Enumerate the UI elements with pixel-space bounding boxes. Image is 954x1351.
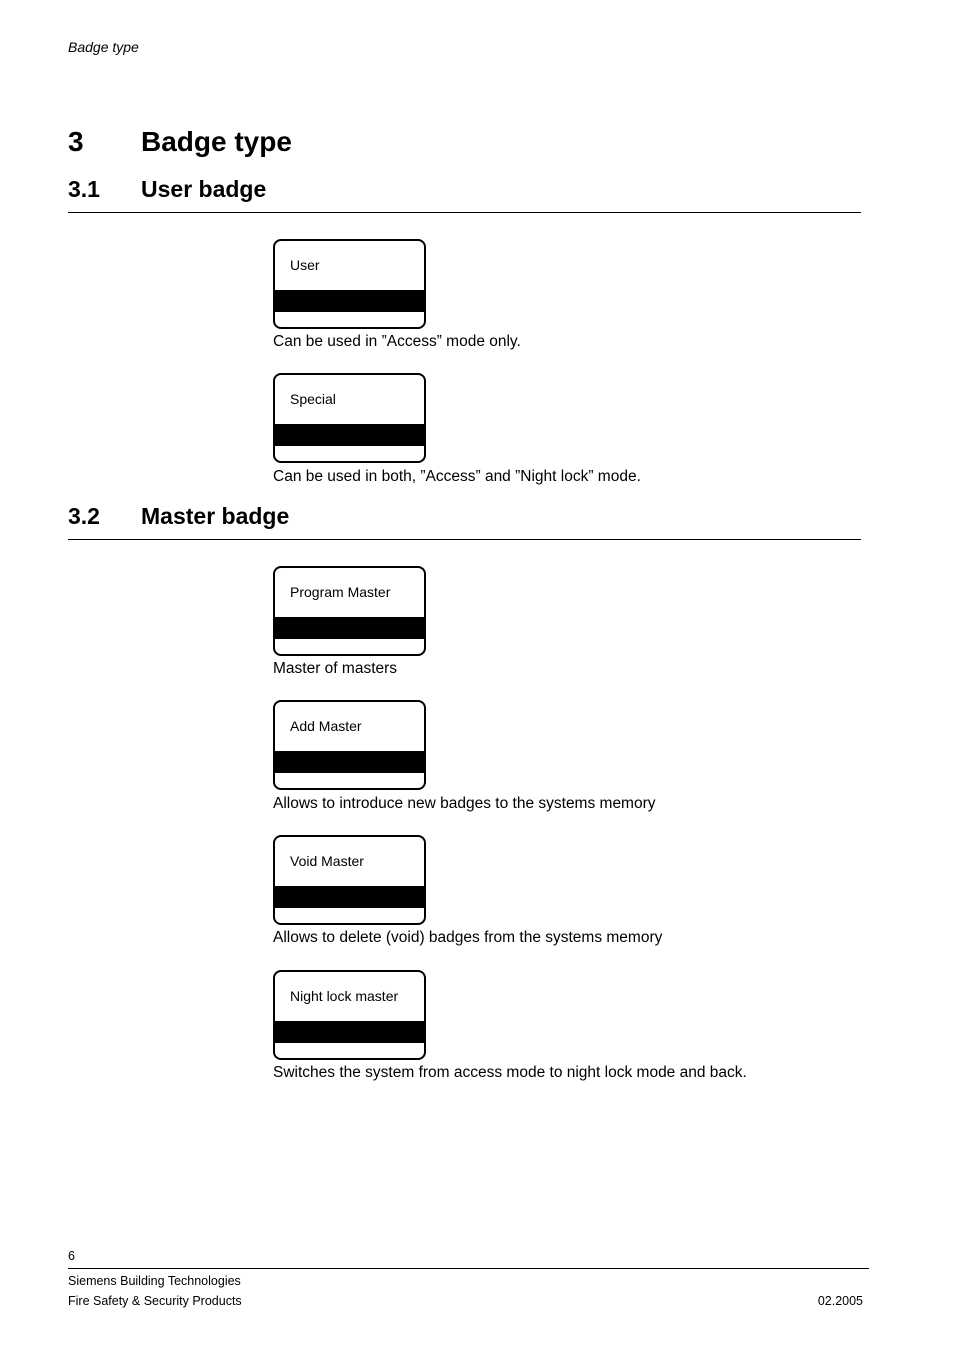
badge-caption: Can be used in both, ”Access” and ”Night lock” mode.: [273, 468, 641, 485]
magnetic-stripe: [275, 751, 424, 773]
badge-card: [273, 239, 426, 329]
chapter-number: 3: [68, 126, 84, 157]
magnetic-stripe: [275, 1021, 424, 1043]
footer-company: Siemens Building Technologies: [68, 1274, 241, 1288]
badge-label: User: [290, 257, 320, 273]
footer-division: Fire Safety & Security Products: [68, 1294, 242, 1308]
magnetic-stripe: [275, 617, 424, 639]
badge-caption: Allows to introduce new badges to the systems memory: [273, 795, 656, 812]
footer-rule: [68, 1268, 869, 1269]
section-number: 3.1: [68, 176, 100, 202]
badge-caption: Allows to delete (void) badges from the systems memory: [273, 929, 663, 946]
badge-card: [273, 835, 426, 925]
footer-date: 02.2005: [817, 1294, 863, 1308]
badge-label: Add Master: [290, 718, 362, 734]
badge-card: [273, 970, 426, 1060]
magnetic-stripe: [275, 424, 424, 446]
badge-label: Night lock master: [290, 988, 399, 1004]
badge-caption: Master of masters: [273, 660, 398, 677]
magnetic-stripe: [275, 290, 424, 312]
badge-caption: Switches the system from access mode to night lock mode and back.: [273, 1064, 747, 1081]
badge-label: Void Master: [290, 853, 364, 869]
section-rule: [68, 212, 861, 213]
section-number: 3.2: [68, 503, 100, 529]
section-title: Master badge: [141, 503, 290, 529]
badge-card: [273, 700, 426, 790]
badge-caption: Can be used in ”Access” mode only.: [273, 333, 521, 350]
section-title: User badge: [141, 176, 267, 202]
badge-label: Program Master: [290, 584, 391, 600]
magnetic-stripe: [275, 886, 424, 908]
badge-card: [273, 566, 426, 656]
page-number: 6: [68, 1249, 75, 1263]
chapter-title: Badge type: [141, 126, 292, 157]
badge-label: Special: [290, 391, 336, 407]
badge-card: [273, 373, 426, 463]
section-rule: [68, 539, 861, 540]
running-header: Badge type: [68, 39, 139, 55]
